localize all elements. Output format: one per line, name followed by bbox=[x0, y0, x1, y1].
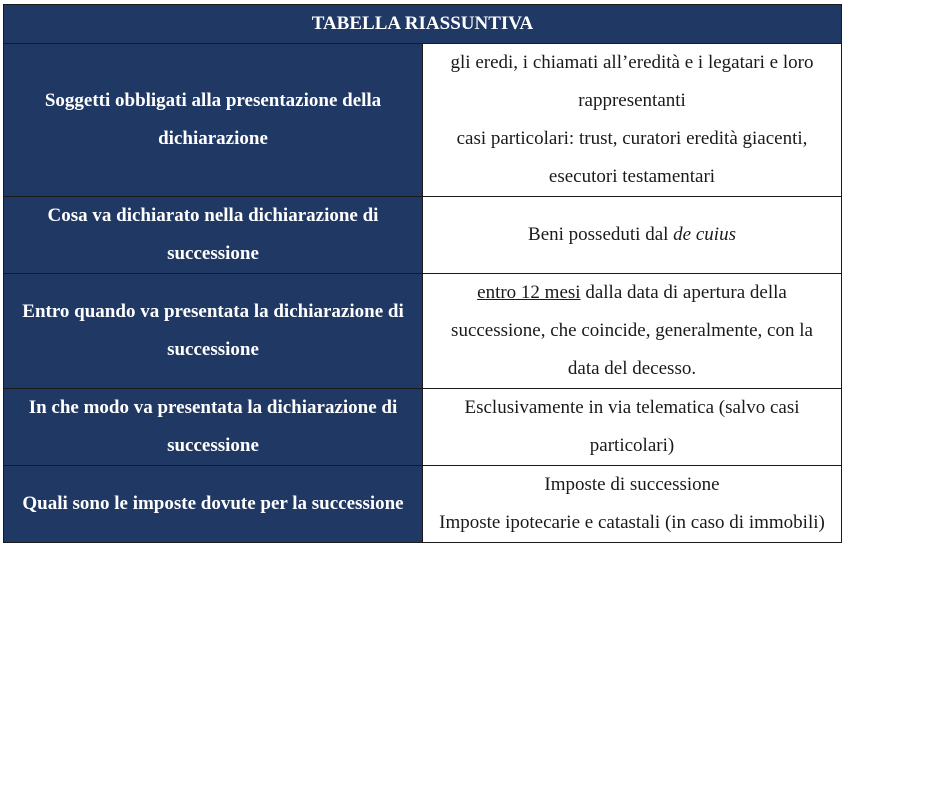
row-label-cosa: Cosa va dichiarato nella dichiarazione di successione bbox=[4, 197, 423, 274]
value-line: Esclusivamente in via telematica (salvo casi particolari) bbox=[464, 397, 800, 456]
table-row bbox=[4, 197, 842, 274]
value-text: dalla data di apertura della successione, che coincide, generalmente, con la data del decesso. bbox=[451, 282, 813, 379]
row-value-imposte bbox=[423, 466, 842, 543]
row-label-soggetti: Soggetti obbligati alla presentazione della dichiarazione bbox=[4, 44, 423, 197]
row-value-in-che-modo bbox=[423, 389, 842, 466]
table-title-row bbox=[4, 5, 842, 44]
table-row bbox=[4, 44, 842, 197]
row-value-soggetti bbox=[423, 44, 842, 197]
table-row bbox=[4, 389, 842, 466]
row-value-entro-quando bbox=[423, 274, 842, 389]
summary-table bbox=[3, 4, 842, 543]
value-line: Imposte ipotecarie e catastali (in caso di immobili) bbox=[439, 512, 825, 533]
table-row bbox=[4, 274, 842, 389]
value-line: casi particolari: trust, curatori eredità giacenti, esecutori testamentari bbox=[456, 128, 808, 187]
row-label-imposte: Quali sono le imposte dovute per la successione bbox=[4, 466, 423, 543]
value-text: Beni posseduti dal bbox=[528, 224, 674, 245]
row-value-cosa bbox=[423, 197, 842, 274]
value-line: gli eredi, i chiamati all’eredità e i legatari e loro rappresentanti bbox=[450, 52, 814, 111]
row-label-entro-quando: Entro quando va presentata la dichiarazione di successione bbox=[4, 274, 423, 389]
table-title: TABELLA RIASSUNTIVA bbox=[4, 5, 842, 44]
value-italic-text: de cuius bbox=[673, 224, 736, 245]
value-line: Imposte di successione bbox=[544, 474, 720, 495]
value-underlined-text: entro 12 mesi bbox=[477, 282, 581, 303]
row-label-in-che-modo: In che modo va presentata la dichiarazione di successione bbox=[4, 389, 423, 466]
table-row bbox=[4, 466, 842, 543]
